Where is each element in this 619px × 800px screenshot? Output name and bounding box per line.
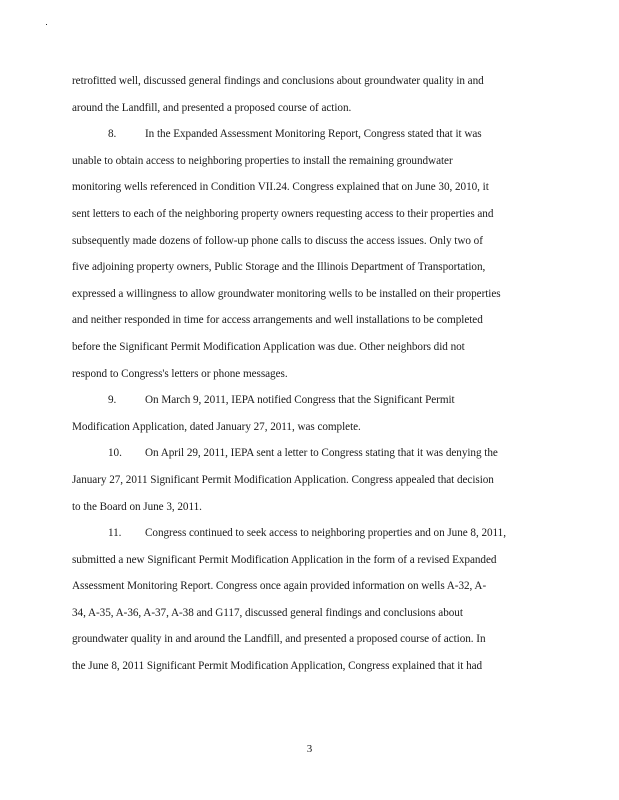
- text-line: [72, 657, 552, 684]
- line-text: On April 29, 2011, IEPA sent a letter to Congress stating that it was denying the: [145, 447, 498, 460]
- line-text: On March 9, 2011, IEPA notified Congress that the Significant Permit: [145, 394, 455, 407]
- paragraph-start-line: [72, 125, 552, 152]
- text-line: [72, 604, 552, 631]
- paragraph-number: 8.: [108, 128, 117, 141]
- text-line: [72, 178, 552, 205]
- line-text: In the Expanded Assessment Monitoring Report, Congress stated that it was: [145, 128, 482, 141]
- line-text: Congress continued to seek access to neighboring properties and on June 8, 2011,: [145, 527, 506, 540]
- body-text: [72, 72, 552, 684]
- line-text: before the Significant Permit Modification Application was due. Other neighbors did not: [72, 340, 465, 353]
- page-number: 3: [306, 743, 313, 755]
- text-line: [72, 551, 552, 578]
- text-line: [72, 285, 552, 312]
- text-line: [72, 99, 552, 126]
- line-text: January 27, 2011 Significant Permit Modification Application. Congress appealed that decision: [72, 473, 494, 486]
- line-text: expressed a willingness to allow groundwater monitoring wells to be installed on their properties: [72, 287, 501, 300]
- text-line: [72, 471, 552, 498]
- line-text: the June 8, 2011 Significant Permit Modification Application, Congress explained that it had: [72, 660, 483, 673]
- text-line: [72, 418, 552, 445]
- paragraph-start-line: [72, 444, 552, 471]
- line-text: sent letters to each of the neighboring property owners requesting access to their properties and: [72, 207, 494, 220]
- text-line: [72, 498, 552, 525]
- line-text: respond to Congress's letters or phone messages.: [72, 367, 288, 380]
- scan-speck: [46, 24, 47, 25]
- line-text: retrofitted well, discussed general findings and conclusions about groundwater quality in and: [72, 75, 484, 87]
- paragraph-number: 9.: [108, 394, 117, 407]
- text-line: [72, 311, 552, 338]
- paragraph-start-line: [72, 524, 552, 551]
- line-text: submitted a new Significant Permit Modification Application in the form of a revised Expanded: [72, 553, 497, 566]
- text-line: [72, 630, 552, 657]
- line-text: subsequently made dozens of follow-up phone calls to discuss the access issues. Only two of: [72, 234, 483, 247]
- line-text: monitoring wells referenced in Condition VII.24. Congress explained that on June 30, 2010, it: [72, 181, 489, 194]
- line-text: unable to obtain access to neighboring properties to install the remaining groundwater: [72, 154, 453, 167]
- text-line: [72, 338, 552, 365]
- text-line: [72, 577, 552, 604]
- text-line: [72, 152, 552, 179]
- line-text: five adjoining property owners, Public Storage and the Illinois Department of Transportation,: [72, 261, 486, 274]
- text-line: [72, 205, 552, 232]
- text-line: [72, 72, 552, 99]
- paragraph-start-line: [72, 391, 552, 418]
- line-text: groundwater quality in and around the Landfill, and presented a proposed course of action. In: [72, 633, 486, 646]
- paragraph-number: 11.: [108, 527, 122, 540]
- line-text: Assessment Monitoring Report. Congress once again provided information on wells A-32, A-: [72, 580, 487, 593]
- line-text: around the Landfill, and presented a proposed course of action.: [72, 101, 352, 114]
- line-text: 34, A-35, A-36, A-37, A-38 and G117, discussed general findings and conclusions about: [72, 606, 463, 619]
- text-line: [72, 365, 552, 392]
- line-text: to the Board on June 3, 2011.: [72, 500, 202, 513]
- text-line: [72, 258, 552, 285]
- paragraph-number: 10.: [108, 447, 122, 460]
- line-text: Modification Application, dated January 27, 2011, was complete.: [72, 420, 361, 433]
- text-line: [72, 232, 552, 259]
- line-text: and neither responded in time for access arrangements and well installations to be completed: [72, 314, 483, 327]
